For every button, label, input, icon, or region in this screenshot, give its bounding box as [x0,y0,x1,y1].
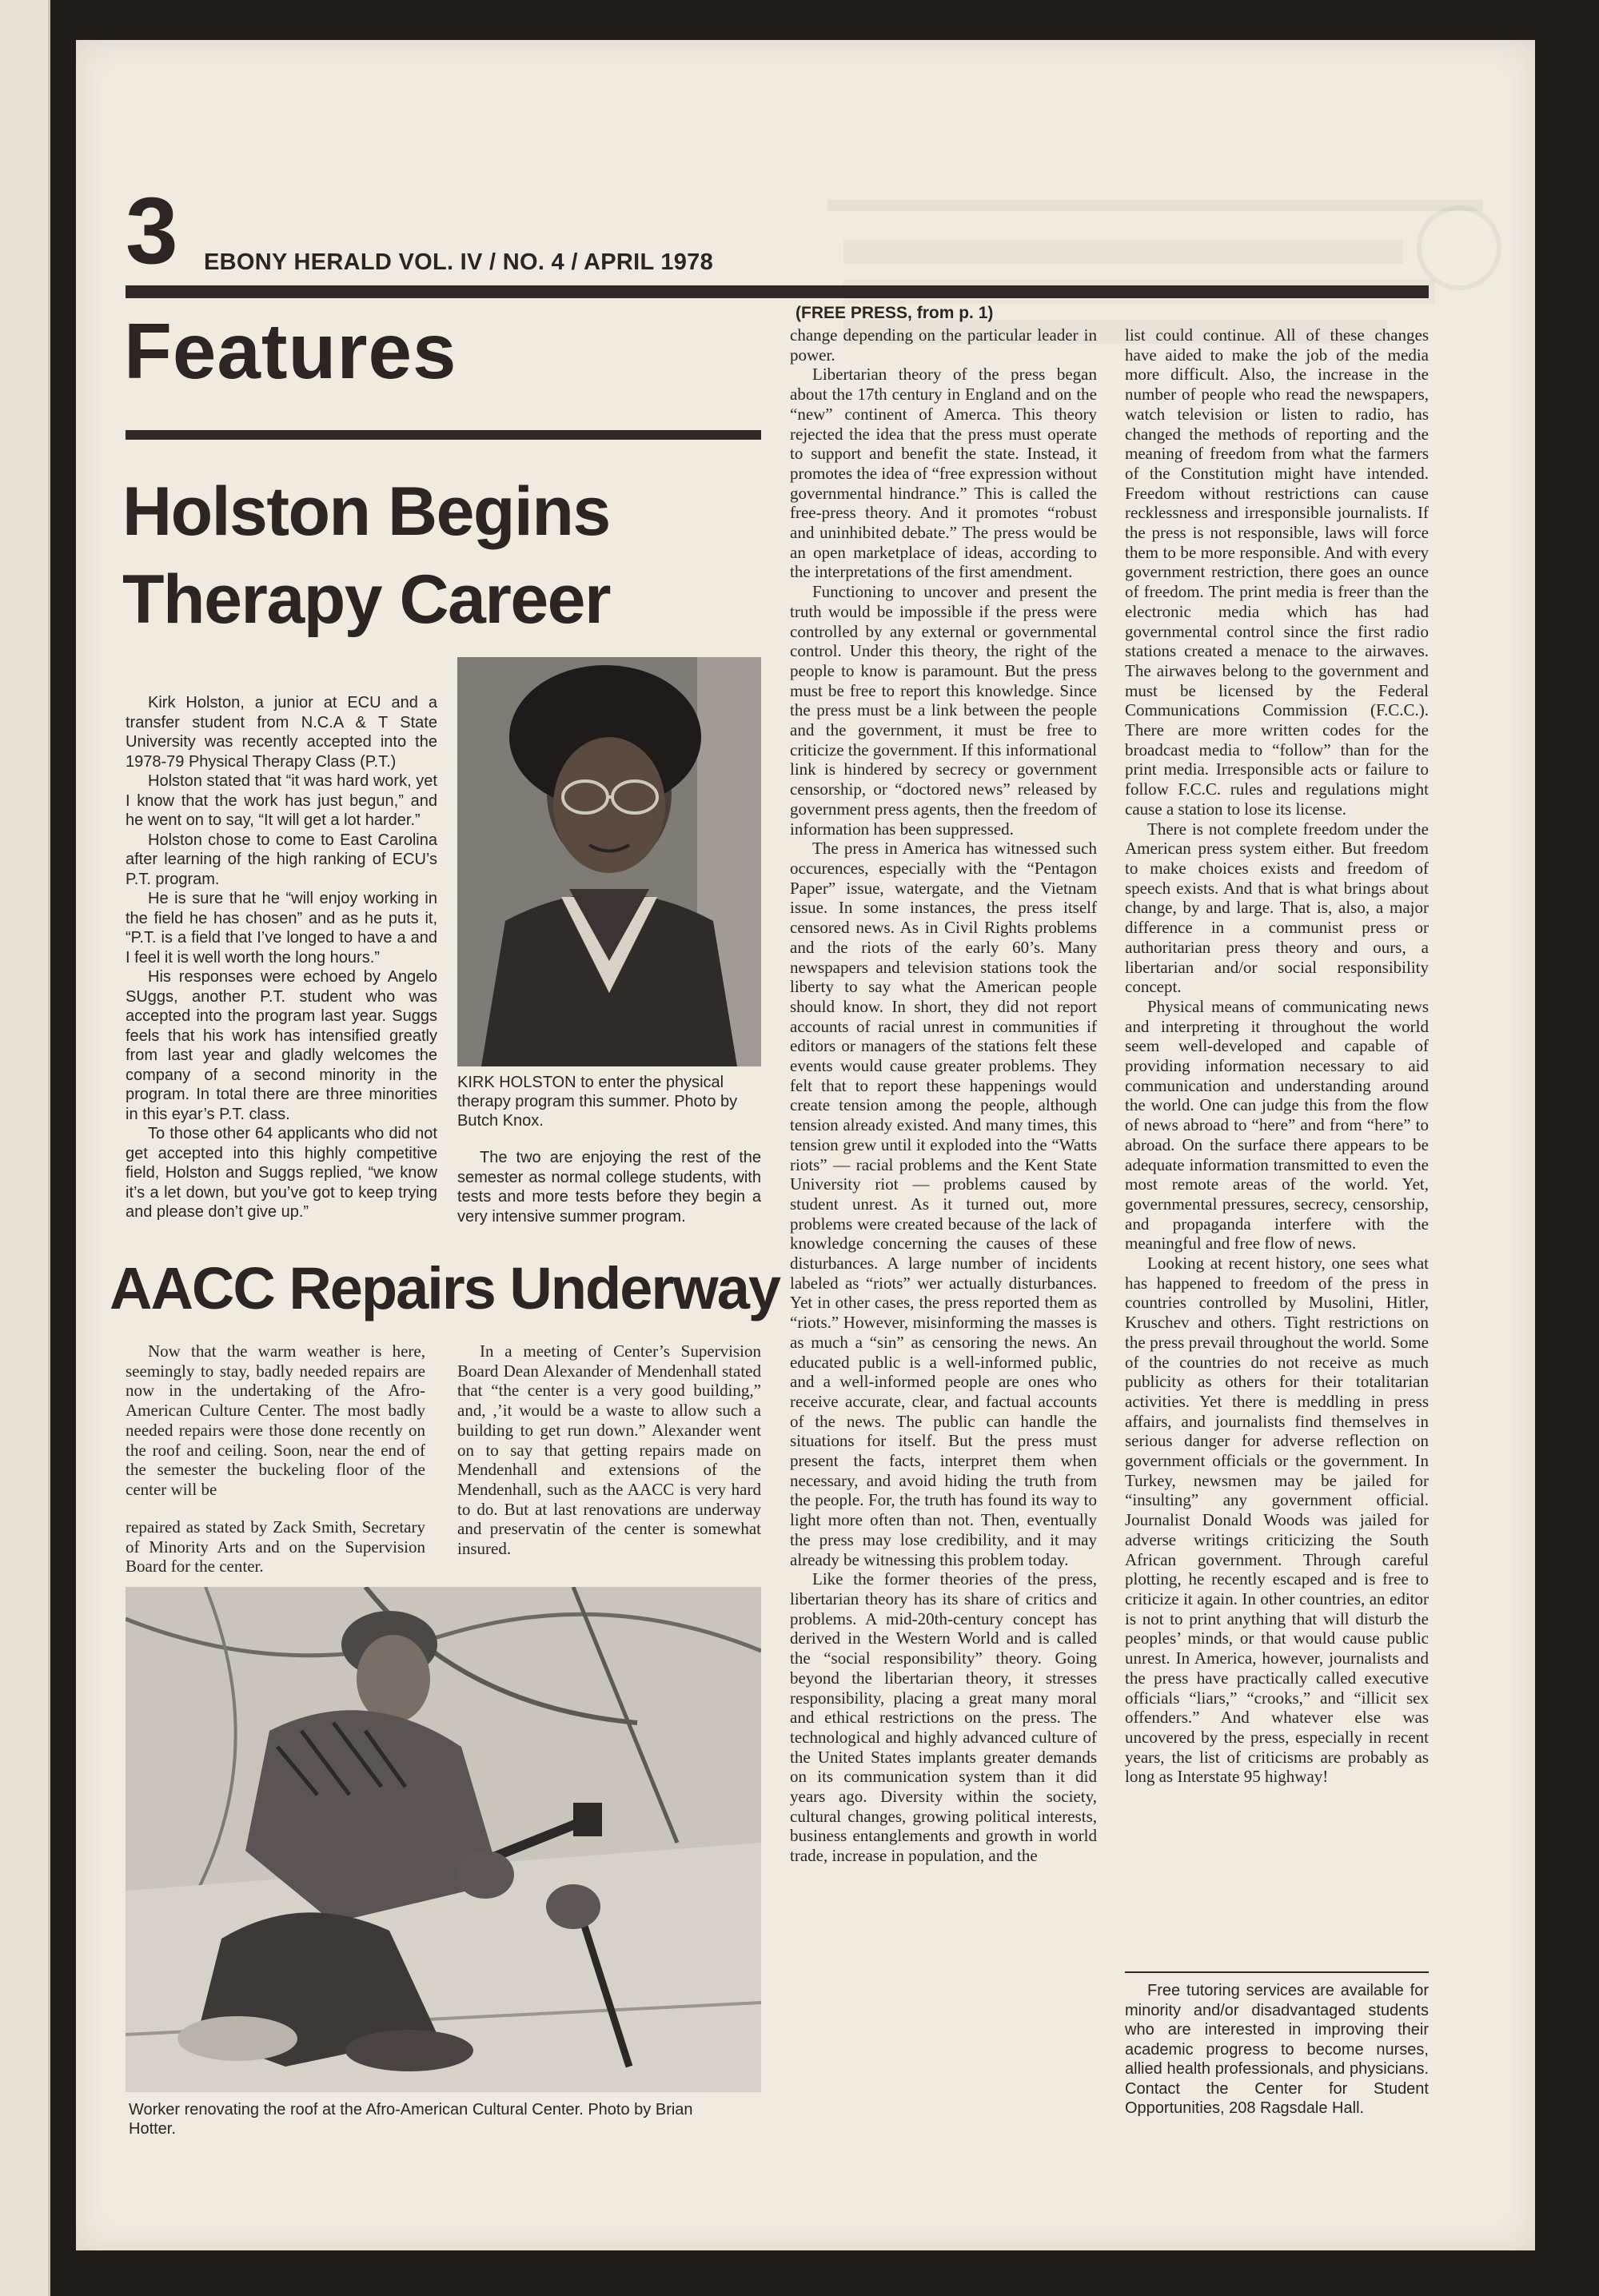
paragraph: The press in America has witnessed such occurences, especially with the “Pentagon Paper” issue, watergate, and the Vietnam issue. In some instances, the press itself censored news. As in Civil Rights problems and the riots of the early 60’s. Many newspapers and television stations took the liberty to say what the American people should know. In short, they did not report accounts of racial unrest in communities if editors or managers of the stations felt these events would cause greater problems. They felt that to report these happenings would create tension among the people, although tension already existed. And many times, this tension grew until it exploded into the “Watts riots” — racial problems and the Kent State University riot — problems caused by student unrest. As it turned out, more problems were created because of the lack of knowledge concerning the causes of these disturbances. A large number of incidents labeled as “riots” wer actually disturbances. Yet in other cases, the press reported them as “riots.” However, misinforming the masses is as much a “sin” as censoring the news. An educated public is a well-informed public, and a well-informed people are ones who receive accurate, clear, and factual accounts of the news. The public can handle the situations for itself. But the press must present the facts, interpret them when necessary, and avoid hiding the truth from the people. For, the truth has found its way to light more often than not. Then, eventually the press may lose credibility, and it may already be witnessing this problem today. [790,839,1097,1569]
headline-holston: Holston Begins Therapy Career [122,473,610,638]
paragraph: Looking at recent history, one sees what has happened to freedom of the press in countries controlled by Musolini, Hitler, Kruschev and others. Tight restrictions on the press prevail throughout the world. Some of the countries do not receive as much publicity as others for their totalitarian activities. Yet there is meddling in press affairs, and journalists find themselves in serious danger for adverse reflection on government officials or the government. In Turkey, newsmen may be jailed for “insulting” any government official. Journalist Donald Woods was jailed for adverse writings criticizing the South African government. Through careful plotting, he recently escaped and is free to criticize it again. In other countries, an editor is not to print anything that will disturb the peoples’ minds, or that would cause public unrest. In America, however, journalists and the press have practically called executive officials “liars,” “crooks,” and “illicit sex offenders.” And whatever else was uncovered by the press, especially in recent years, the list of criticisms are probably as long as Interstate 95 highway! [1125,1254,1429,1787]
newspaper-page [76,40,1535,2250]
paragraph: In a meeting of Center’s Supervision Board Dean Alexander of Mendenhall stated that “the center is a very good building,” and, ,’it would be a waste to allow such a building to get run down.” Alexander went on to say that getting repairs made on Mendenhall and extensions of the Mendenhall, such as the AACC is very hard to do. But at last renovations are underway and preservatin of the center is somewhat insured. [457,1341,761,1559]
paragraph: Physical means of communicating news and interpreting it throughout the world seem well-developed and capable of providing information necessary to aid communication and understanding around the world. One can judge this from the flow of news abroad to “here” and from “here” to abroad. On the surface there appears to be adequate information transmitted to even the most remote areas of the world. Yet, governmental pressures, secrecy, censorship, and propaganda interfere with the meaningful and free flow of news. [1125,996,1429,1254]
notice-rule [1125,1971,1429,1973]
section-rule [126,430,761,440]
aacc-column-1-tail [126,1517,425,1577]
paragraph: Now that the warm weather is here, seemingly to stay, badly needed repairs are now in the undertaking of the Afro-American Culture Center. The most badly needed repairs were those done recently on the roof and ceiling. Soon, near the end of the semester the buckeling floor of the center will be [126,1341,425,1499]
free-press-continuation-head: (FREE PRESS, from p. 1) [796,304,994,322]
paragraph: Holston stated that “it was hard work, yet I know that the work has just begun,” and he went on to say, “It will get a lot harder.” [126,772,437,829]
paragraph: Holston chose to come to East Carolina after learning of the high ranking of ECU’s P.T. program. [126,831,437,888]
section-title: Features [124,307,457,395]
paragraph: There is not complete freedom under the American press system either. But freedom to make choices exists and freedom of speech exists. And that is what brings about change, by and large. That is, also, a major difference in a communist press or authoritarian press theory and ours, a libertarian and/or social responsibility concept. [1125,819,1429,997]
tutoring-notice [1125,1981,1429,2119]
roof-worker-photo [126,1587,761,2092]
paragraph: Kirk Holston, a junior at ECU and a transfer student from N.C.A & T State University was recently accepted into the 1978-79 Physical Therapy Class (P.T.) [126,694,437,771]
paragraph: Like the former theories of the press, libertarian theory has its share of critics and problems. A mid-20th-century concept has derived in the Western World and is called the “social responsibility” theory. Going beyond the libertarian theory, it stresses responsibility, placing a great many moral and ethical restrictions on the press. The technological and highly advanced culture of the United States implants greater demands on its communication system than it did years ago. Diversity within the society, cultural changes, growing political interests, business entanglements and growth in world trade, increase in population, and the [790,1569,1097,1866]
paragraph: change depending on the particular leader in power. [790,325,1097,365]
free-press-column-4 [1125,325,1429,1787]
masthead: EBONY HERALD VOL. IV / NO. 4 / APRIL 1978 [204,249,714,275]
masthead-rule [126,285,1429,298]
roof-worker-photo-caption: Worker renovating the roof at the Afro-American Cultural Center. Photo by Brian Hotter. [129,2101,693,2138]
paragraph: repaired as stated by Zack Smith, Secretary of Minority Arts and on the Supervision Board for the center. [126,1517,425,1577]
paragraph: Libertarian theory of the press began about the 17th century in England and on the “new” continent of Amerca. This theory rejected the idea that the press must operate to support and benefit the state. Instead, it promotes the idea of “free expression without governmental hindrance.” This is called the free-press theory. And it promotes “robust and uninhibited debate.” The press would be an open marketplace of ideas, according to the interpretations of the first amendment. [790,365,1097,582]
paragraph: Functioning to uncover and present the truth would be impossible if the press were controlled by any external or governmental control. Under this theory, the right of the people to know is paramount. But the press must be free to report this knowledge. Since the press must be a link between the people and the government, it must be free to criticize the government. If this informational link is hindered by secrecy or government censorship, or “doctored news” released by government press agents, then the freedom of information has been suppressed. [790,582,1097,839]
paragraph: list could continue. All of these changes have aided to make the job of the media more difficult. Also, the increase in the number of people who read the newspapers, watch television or listen to radio, has changed the methods of reporting and the meaning of freedom from what the farmers of the Constitution might have intended. Freedom without restrictions can cause recklessness and irresponsible journalists. If the press is not responsible, laws will force them to be more responsible. And with every government restriction, there goes an ounce of freedom. The print media is freer than the electronic media which has had governmental control since the first radio stations created a menace to the airwaves. The airwaves belong to the government and must be licensed by the Federal Communications Commission (F.C.C.). There are more written codes for the broadcast media to “follow” than for the print media. Irresponsible acts or failure to follow F.C.C. rules and regulations might cause a station to lose its license. [1125,325,1429,819]
holston-article-closing [457,1148,761,1226]
holston-article-body [126,693,437,1277]
page-number: 3 [126,178,178,284]
holston-photo [457,657,761,1066]
paragraph: The two are enjoying the rest of the semester as normal college students, with tests and more tests before they begin a very intensive summer program. [457,1149,761,1226]
headline-aacc: AACC Repairs Underway [110,1255,780,1321]
aacc-column-1 [126,1341,425,1500]
holston-photo-caption: KIRK HOLSTON to enter the physical therapy program this summer. Photo by Butch Knox. [457,1074,738,1130]
aacc-column-2 [457,1341,761,1559]
paragraph: To those other 64 applicants who did not get accepted into this highly competitive field, Holston and Suggs replied, “we know it’s a let down, but you’ve got to keep trying and please don’t give up.” [126,1125,437,1221]
paragraph: He is sure that he “will enjoy working in the field he has chosen” and as he puts it, “P.T. is a field that I’ve longed to have a and I feel it is well worth the long hours.” [126,890,437,967]
paragraph: Free tutoring services are available for minority and/or disadvantaged students who are interested in improving their academic progress to become nurses, allied health professionals, and physicians. Contact the Center for Student Opportunities, 208 Ragsdale Hall. [1125,1982,1429,2117]
binding-spine [0,0,50,2296]
paragraph: His responses were echoed by Angelo SUggs, another P.T. student who was accepted into the program last year. Suggs feels that his work has intensified greatly from last year and gladly welcomes the company of a second minority in the program. In total there are three minorities in this eyar’s P.T. class. [126,968,437,1123]
free-press-column-3 [790,325,1097,1866]
